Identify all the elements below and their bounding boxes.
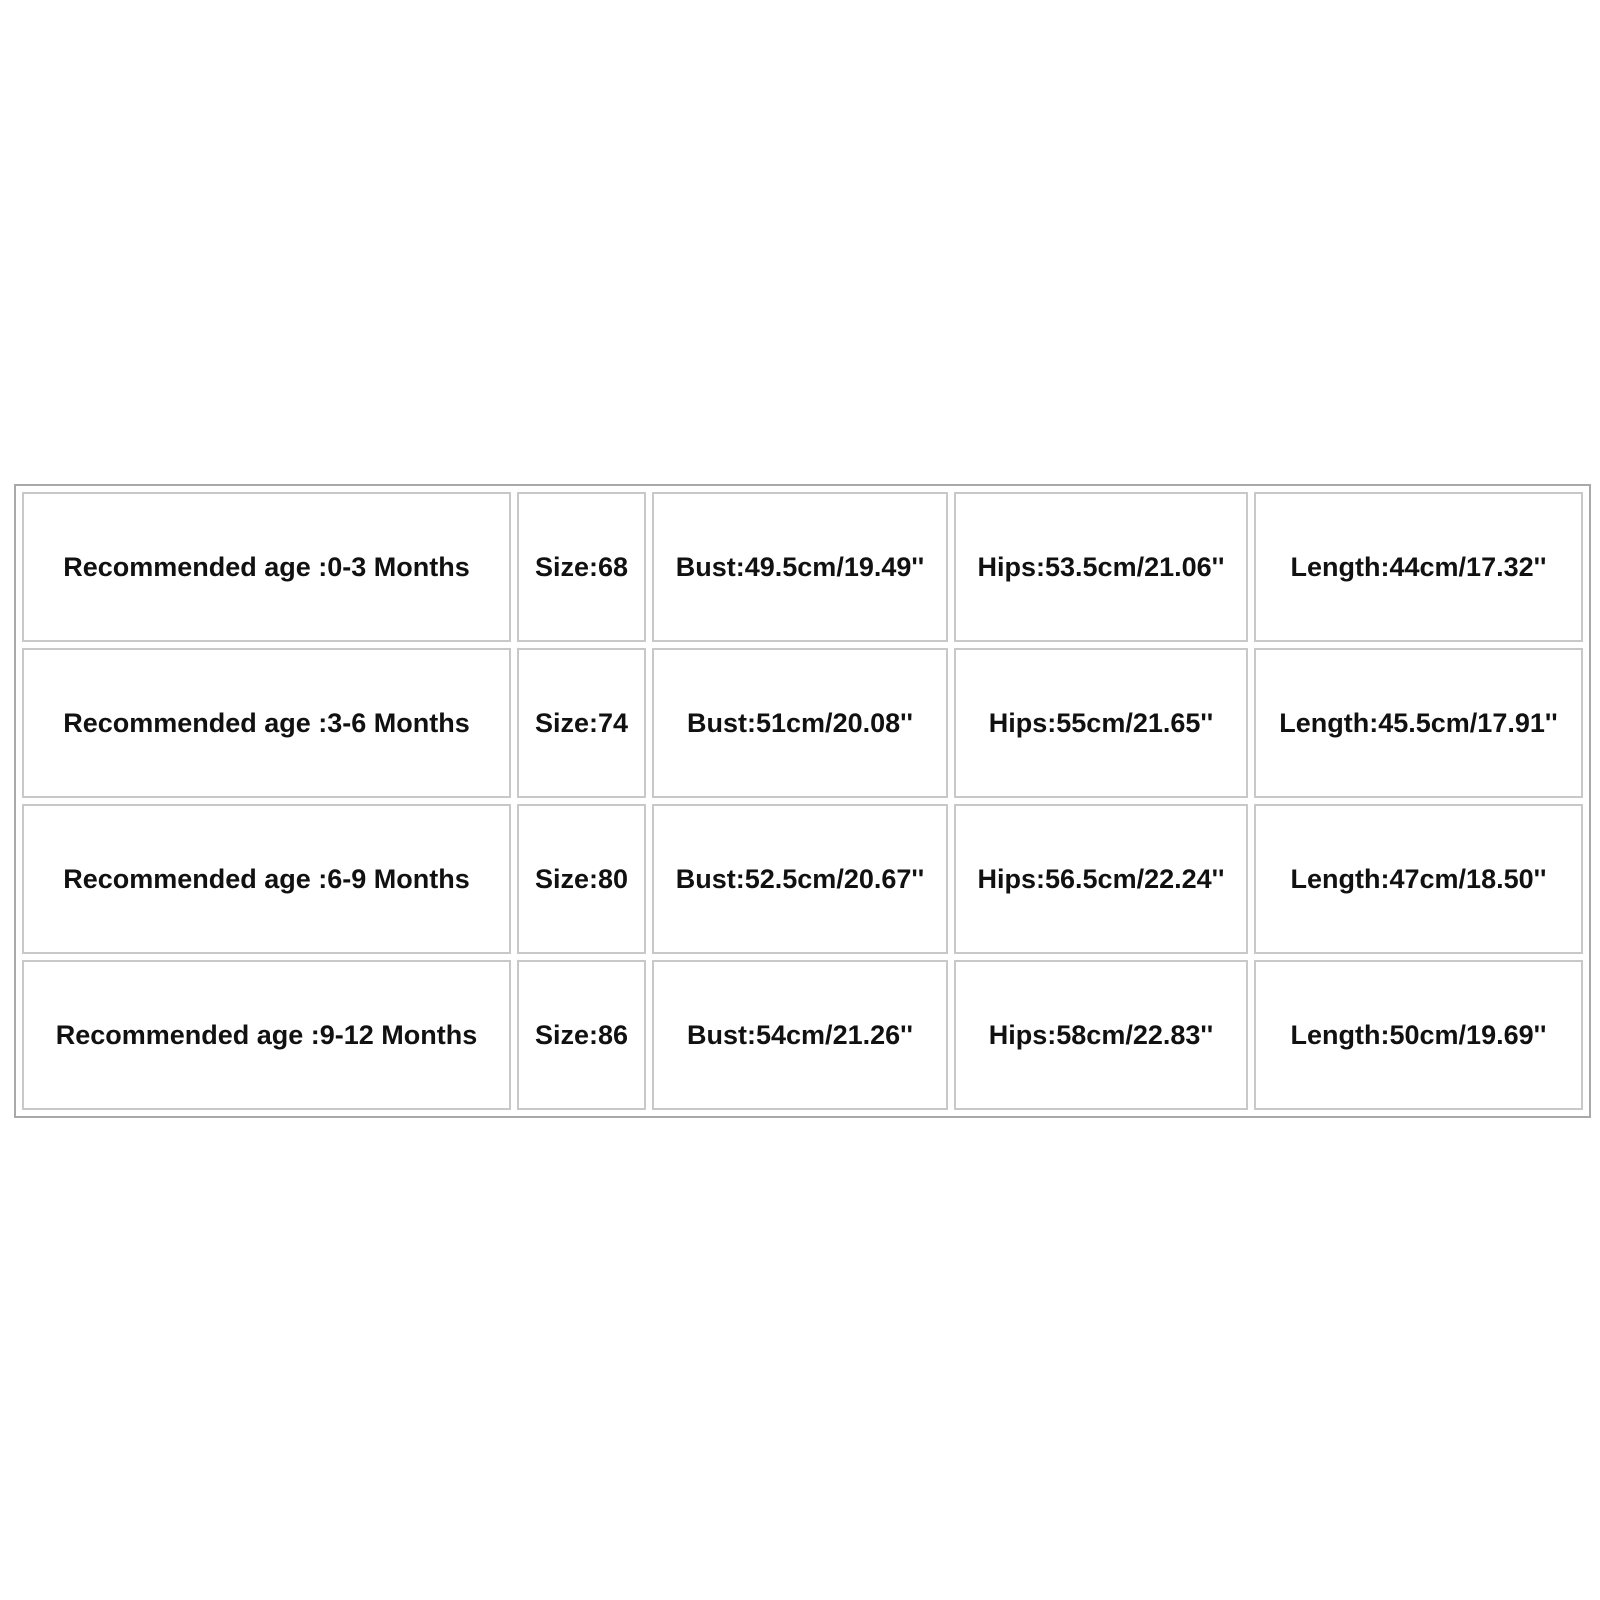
bust-cell: Bust:51cm/20.08'' [652,648,948,798]
bust-cell: Bust:54cm/21.26'' [652,960,948,1110]
size-cell: Size:86 [517,960,646,1110]
bust-cell: Bust:52.5cm/20.67'' [652,804,948,954]
table-row [22,804,1583,954]
table-row [22,648,1583,798]
length-cell: Length:44cm/17.32'' [1254,492,1583,642]
age-cell: Recommended age :9-12 Months [22,960,511,1110]
age-cell: Recommended age :3-6 Months [22,648,511,798]
size-cell: Size:68 [517,492,646,642]
size-chart-table [14,484,1591,1118]
length-cell: Length:50cm/19.69'' [1254,960,1583,1110]
size-cell: Size:80 [517,804,646,954]
hips-cell: Hips:58cm/22.83'' [954,960,1248,1110]
length-cell: Length:47cm/18.50'' [1254,804,1583,954]
size-cell: Size:74 [517,648,646,798]
hips-cell: Hips:56.5cm/22.24'' [954,804,1248,954]
hips-cell: Hips:53.5cm/21.06'' [954,492,1248,642]
length-cell: Length:45.5cm/17.91'' [1254,648,1583,798]
hips-cell: Hips:55cm/21.65'' [954,648,1248,798]
table-row [22,492,1583,642]
age-cell: Recommended age :0-3 Months [22,492,511,642]
age-cell: Recommended age :6-9 Months [22,804,511,954]
table-row [22,960,1583,1110]
bust-cell: Bust:49.5cm/19.49'' [652,492,948,642]
